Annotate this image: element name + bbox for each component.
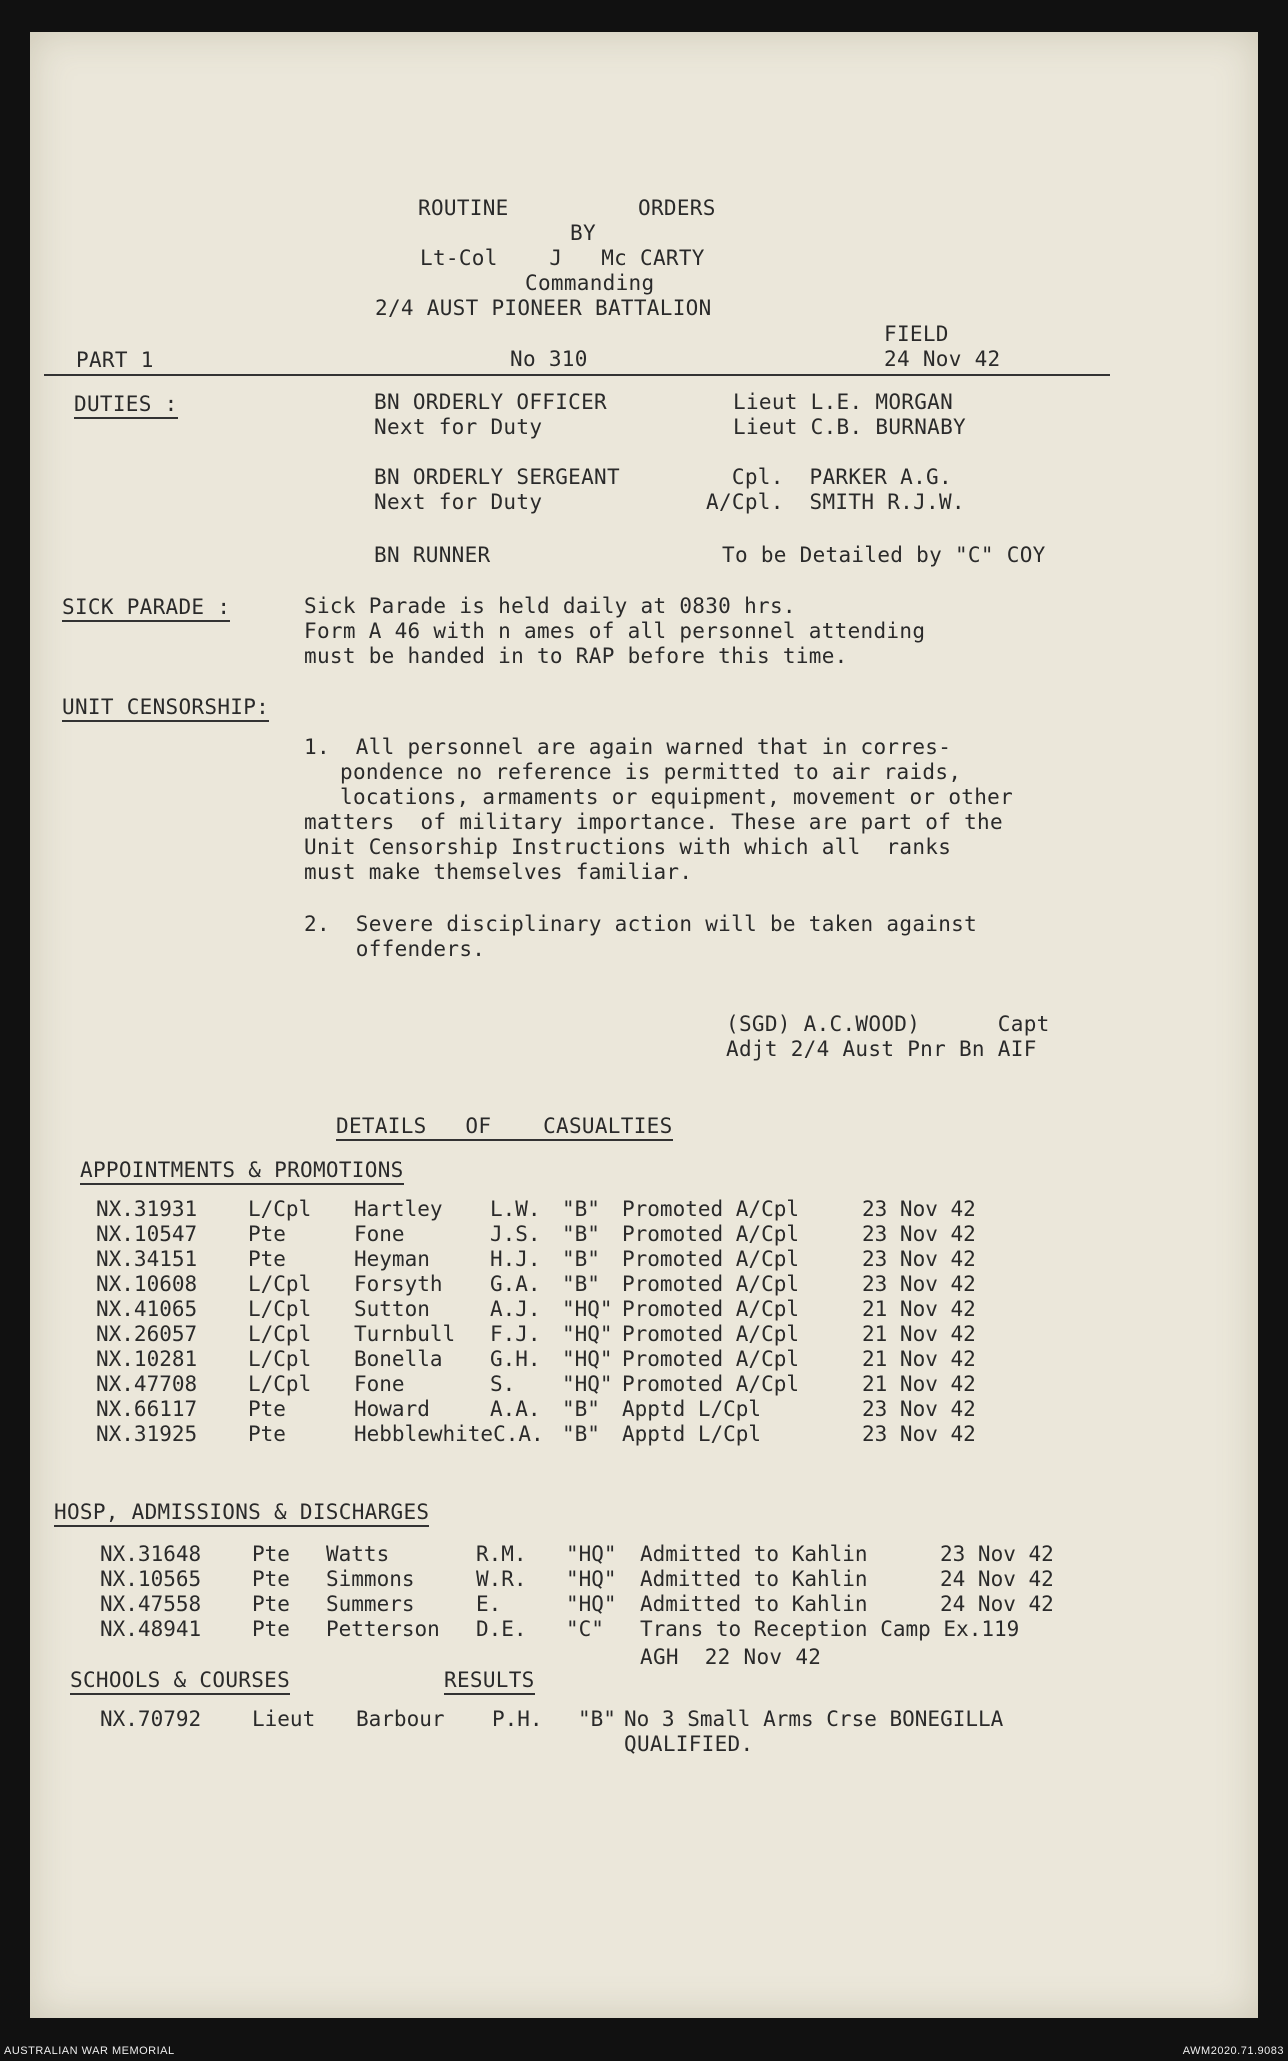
initials: G.A.	[490, 1272, 541, 1296]
rank: Pte	[252, 1567, 290, 1591]
table-row	[0, 1322, 1288, 1347]
censorship-para1-line: matters of military importance. These are part of the	[304, 810, 1003, 834]
date: 23 Nov 42	[862, 1422, 976, 1446]
action: Promoted A/Cpl	[622, 1197, 800, 1221]
initials: F.J.	[490, 1322, 541, 1346]
company: "B"	[578, 1707, 616, 1731]
name: Fone	[354, 1372, 405, 1396]
date: 24 Nov 42	[940, 1567, 1054, 1591]
name: Sutton	[354, 1297, 430, 1321]
initials: A.J.	[490, 1297, 541, 1321]
action: Promoted A/Cpl	[622, 1247, 800, 1271]
sick-parade-line: Sick Parade is held daily at 0830 hrs.	[304, 594, 796, 618]
sick-parade-line: Form A 46 with n ames of all personnel attending	[304, 619, 926, 643]
initials: D.E.	[476, 1617, 527, 1641]
date: 23 Nov 42	[862, 1397, 976, 1421]
sick-parade-heading: SICK PARADE :	[62, 595, 230, 622]
service-number: NX.47558	[100, 1592, 202, 1616]
company: "HQ"	[562, 1347, 613, 1371]
service-number: NX.31648	[100, 1542, 202, 1566]
schools-heading: SCHOOLS & COURSES	[70, 1668, 290, 1695]
rank: L/Cpl	[248, 1322, 312, 1346]
rank: L/Cpl	[248, 1197, 312, 1221]
action: Promoted A/Cpl	[622, 1272, 800, 1296]
hosp-extra-line: AGH 22 Nov 42	[640, 1645, 822, 1669]
hosp-heading: HOSP, ADMISSIONS & DISCHARGES	[54, 1500, 429, 1527]
initials: W.R.	[476, 1567, 527, 1591]
company: "HQ"	[562, 1372, 613, 1396]
results-heading: RESULTS	[444, 1668, 535, 1695]
rank: Pte	[248, 1422, 286, 1446]
censorship-para1-line: must make themselves familiar.	[304, 860, 693, 884]
name: Summers	[326, 1592, 415, 1616]
name: Howard	[354, 1397, 430, 1421]
initials: J.S.	[490, 1222, 541, 1246]
table-row	[0, 1592, 1288, 1617]
censorship-para1-line: locations, armaments or equipment, movement or other	[340, 785, 1014, 809]
company: "B"	[562, 1247, 600, 1271]
company: "HQ"	[562, 1297, 613, 1321]
action: Admitted to Kahlin	[640, 1567, 868, 1591]
name: Turnbull	[354, 1322, 456, 1346]
duty-label: BN ORDERLY SERGEANT	[374, 465, 620, 489]
schools-result: QUALIFIED.	[624, 1732, 754, 1756]
rank: Pte	[248, 1247, 286, 1271]
date: 21 Nov 42	[862, 1322, 976, 1346]
action: Admitted to Kahlin	[640, 1542, 868, 1566]
duty-label: Next for Duty	[374, 490, 543, 514]
sick-parade-line: must be handed in to RAP before this time.	[304, 644, 848, 668]
table-row	[0, 1197, 1288, 1222]
name: Heyman	[354, 1247, 430, 1271]
name: Barbour	[356, 1707, 445, 1731]
table-row	[0, 1297, 1288, 1322]
table-row	[0, 1567, 1288, 1592]
service-number: NX.10281	[96, 1347, 198, 1371]
duty-value: Lieut C.B. BURNABY	[733, 415, 966, 439]
course: No 3 Small Arms Crse BONEGILLA	[624, 1707, 1004, 1731]
service-number: NX.10547	[96, 1222, 198, 1246]
appointments-heading: APPOINTMENTS & PROMOTIONS	[80, 1158, 404, 1185]
company: "B"	[562, 1397, 600, 1421]
date: 24 Nov 42	[940, 1592, 1054, 1616]
header-rule	[44, 374, 1110, 376]
table-row	[0, 1247, 1288, 1272]
company: "B"	[562, 1222, 600, 1246]
action: Admitted to Kahlin	[640, 1592, 868, 1616]
name: Bonella	[354, 1347, 443, 1371]
censorship-para1-line: Unit Censorship Instructions with which all ranks	[304, 835, 952, 859]
action: Promoted A/Cpl	[622, 1222, 800, 1246]
name: Simmons	[326, 1567, 415, 1591]
header-commander: Lt-Col J Mc CARTY	[420, 246, 705, 270]
rank: Pte	[252, 1542, 290, 1566]
table-row	[0, 1347, 1288, 1372]
casualties-title: DETAILS OF CASUALTIES	[336, 1114, 673, 1141]
rank: L/Cpl	[248, 1372, 312, 1396]
date: 23 Nov 42	[862, 1272, 976, 1296]
order-date: 24 Nov 42	[884, 347, 1001, 371]
footer-credit: AUSTRALIAN WAR MEMORIAL	[4, 2045, 175, 2057]
name: Petterson	[326, 1617, 440, 1641]
header-field: FIELD	[884, 322, 949, 346]
duty-label: BN ORDERLY OFFICER	[374, 390, 607, 414]
initials: L.W.	[490, 1197, 541, 1221]
service-number: NX.66117	[96, 1397, 198, 1421]
company: "HQ"	[566, 1592, 617, 1616]
action: Promoted A/Cpl	[622, 1347, 800, 1371]
date: 23 Nov 42	[862, 1197, 976, 1221]
initials: S.	[490, 1372, 516, 1396]
company: "B"	[562, 1422, 600, 1446]
date: 21 Nov 42	[862, 1347, 976, 1371]
service-number: NX.47708	[96, 1372, 198, 1396]
action: Apptd L/Cpl	[622, 1422, 762, 1446]
company: "HQ"	[566, 1567, 617, 1591]
name: Watts	[326, 1542, 390, 1566]
schools-row	[0, 1707, 1288, 1732]
service-number: NX.31931	[96, 1197, 198, 1221]
service-number: NX.10608	[96, 1272, 198, 1296]
action: Promoted A/Cpl	[622, 1372, 800, 1396]
table-row	[0, 1422, 1288, 1447]
header-commanding: Commanding	[525, 271, 655, 295]
order-number: No 310	[510, 347, 588, 371]
censorship-para2-line: offenders.	[304, 937, 486, 961]
part-number: PART 1	[76, 348, 154, 372]
date: 21 Nov 42	[862, 1297, 976, 1321]
duty-label: Next for Duty	[374, 415, 543, 439]
service-number: NX.31925	[96, 1422, 198, 1446]
duty-label: BN RUNNER	[374, 543, 491, 567]
table-row	[0, 1542, 1288, 1567]
rank: L/Cpl	[248, 1272, 312, 1296]
initials: A.A.	[490, 1397, 541, 1421]
name: HebblewhiteC.A.	[354, 1422, 544, 1446]
rank: Lieut	[252, 1707, 316, 1731]
header-unit: 2/4 AUST PIONEER BATTALION	[375, 296, 712, 320]
action: Promoted A/Cpl	[622, 1322, 800, 1346]
initials: E.	[476, 1592, 502, 1616]
name: Fone	[354, 1222, 405, 1246]
company: "B"	[562, 1272, 600, 1296]
censorship-para2-line: 2. Severe disciplinary action will be taken against	[304, 912, 978, 936]
footer-accession: AWM2020.71.9083	[1182, 2045, 1284, 2057]
duty-value: Lieut L.E. MORGAN	[733, 390, 954, 414]
table-row	[0, 1397, 1288, 1422]
signature-line: (SGD) A.C.WOOD) Capt	[726, 1012, 1050, 1036]
censorship-para1-line: 1. All personnel are again warned that in corres-	[304, 735, 952, 759]
action: Promoted A/Cpl	[622, 1297, 800, 1321]
company: "HQ"	[566, 1542, 617, 1566]
duty-value: Cpl. PARKER A.G.	[706, 465, 952, 489]
action: Apptd L/Cpl	[622, 1397, 762, 1421]
rank: Pte	[252, 1592, 290, 1616]
rank: L/Cpl	[248, 1347, 312, 1371]
date: 23 Nov 42	[940, 1542, 1054, 1566]
initials: G.H.	[490, 1347, 541, 1371]
header-routine-orders: ROUTINE ORDERS	[418, 196, 716, 220]
rank: Pte	[248, 1222, 286, 1246]
name: Hartley	[354, 1197, 443, 1221]
date: 23 Nov 42	[862, 1222, 976, 1246]
company: "HQ"	[562, 1322, 613, 1346]
table-row	[0, 1272, 1288, 1297]
initials: H.J.	[490, 1247, 541, 1271]
action: Trans to Reception Camp Ex.119	[640, 1617, 1020, 1641]
rank: L/Cpl	[248, 1297, 312, 1321]
signature-title: Adjt 2/4 Aust Pnr Bn AIF	[726, 1037, 1037, 1061]
rank: Pte	[248, 1397, 286, 1421]
date: 23 Nov 42	[862, 1247, 976, 1271]
service-number: NX.48941	[100, 1617, 202, 1641]
service-number: NX.70792	[100, 1707, 202, 1731]
service-number: NX.41065	[96, 1297, 198, 1321]
censorship-para1-line: pondence no reference is permitted to air raids,	[340, 760, 962, 784]
duty-value: A/Cpl. SMITH R.J.W.	[706, 490, 965, 514]
table-row	[0, 1617, 1288, 1642]
initials: P.H.	[492, 1707, 543, 1731]
table-row	[0, 1372, 1288, 1397]
header-by: BY	[570, 221, 596, 245]
table-row	[0, 1222, 1288, 1247]
rank: Pte	[252, 1617, 290, 1641]
duty-value: To be Detailed by "C" COY	[722, 543, 1046, 567]
name: Forsyth	[354, 1272, 443, 1296]
service-number: NX.10565	[100, 1567, 202, 1591]
company: "C"	[566, 1617, 604, 1641]
censorship-heading: UNIT CENSORSHIP:	[62, 695, 269, 722]
initials: R.M.	[476, 1542, 527, 1566]
date: 21 Nov 42	[862, 1372, 976, 1396]
service-number: NX.26057	[96, 1322, 198, 1346]
duties-heading: DUTIES :	[74, 392, 178, 419]
company: "B"	[562, 1197, 600, 1221]
service-number: NX.34151	[96, 1247, 198, 1271]
